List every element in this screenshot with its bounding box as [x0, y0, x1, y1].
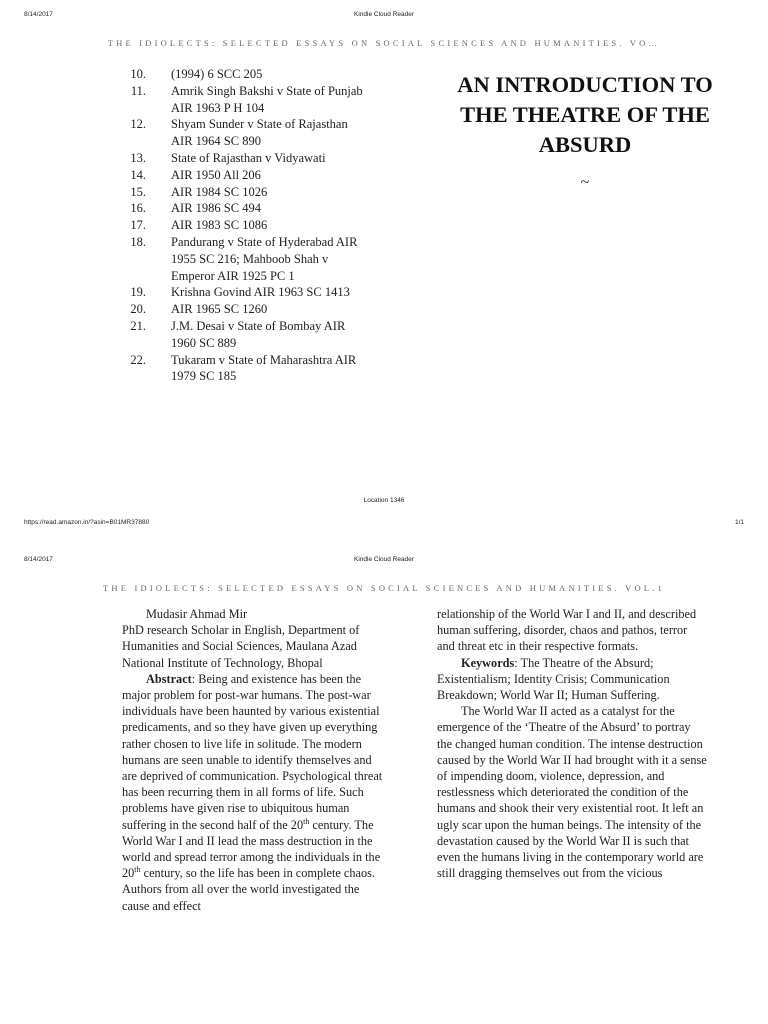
reference-item [110, 234, 400, 284]
reference-text [171, 234, 400, 284]
reference-item [110, 150, 400, 167]
reference-text [171, 116, 400, 150]
reference-line: Krishna Govind AIR 1963 SC 1413 [171, 285, 350, 300]
keywords [437, 655, 707, 704]
kindle-location: Location 1346 [363, 497, 405, 504]
reference-text [171, 184, 400, 201]
chapter-title-line: AN INTRODUCTION TO [457, 72, 713, 97]
print-window-title: Kindle Cloud Reader [354, 11, 414, 18]
reference-item [110, 200, 400, 217]
running-head: THE IDIOLECTS: SELECTED ESSAYS ON SOCIAL SCIENCES AND HUMANITIES. VO… [107, 38, 661, 48]
reference-number: 18. [130, 234, 146, 249]
abstract-label: Abstract [146, 671, 192, 686]
reference-text [171, 83, 400, 117]
reference-item [110, 83, 400, 117]
reference-item [110, 116, 400, 150]
keywords-label: Keywords [461, 655, 515, 670]
print-date: 8/14/2017 [24, 556, 53, 563]
reference-text [171, 352, 400, 386]
reference-number: 10. [130, 67, 146, 81]
reference-text [171, 167, 400, 184]
reference-line: 1955 SC 216; Mahboob Shah v [171, 251, 329, 266]
reference-number: 19. [130, 285, 146, 300]
reference-item [110, 318, 400, 352]
reference-line: AIR 1964 SC 890 [171, 134, 261, 149]
print-date: 8/14/2017 [24, 11, 53, 18]
reference-item [110, 352, 400, 386]
reference-line: AIR 1965 SC 1260 [171, 302, 268, 317]
body-paragraph: The World War II acted as a catalyst for the emergence of the ‘Theatre of the Absurd’ to portray the changed human condition. The intense destruction caused by the World War II had brought with it a sense of impending doom, violence, depression, and restlessness which deteriorated the condition of the humans and shook their very existential root. It left an ugly scar upon the human beings. The intensity of the devastation caused by the World War II is such that even the humans living in the contemporary world are still dragging themselves out from the vicious [437, 704, 707, 881]
running-head: THE IDIOLECTS: SELECTED ESSAYS ON SOCIAL SCIENCES AND HUMANITIES. VOL.1 [103, 583, 665, 593]
chapter-title [440, 70, 730, 160]
reference-line: AIR 1950 All 206 [171, 167, 261, 182]
chapter-title-line: ABSURD [538, 132, 632, 157]
reference-number: 12. [130, 117, 146, 132]
browser-print-header [0, 11, 768, 23]
reference-text [171, 217, 400, 234]
reference-number: 17. [130, 218, 146, 233]
superscript: th [303, 816, 310, 826]
reference-line: J.M. Desai v State of Bombay AIR [171, 318, 346, 333]
reference-item [110, 217, 400, 234]
reference-item [110, 167, 400, 184]
browser-print-header [0, 556, 768, 568]
reference-number: 16. [130, 201, 146, 216]
reference-item [110, 184, 400, 201]
ornament: ~ [580, 174, 590, 191]
page-url: https://read.amazon.in/?asin=B01MR37880 [24, 519, 150, 526]
reference-line: 1979 SC 185 [171, 369, 237, 384]
reference-line: Tukaram v State of Maharashtra AIR [171, 352, 357, 367]
reference-text [171, 301, 400, 318]
reference-text [171, 66, 400, 83]
reference-number: 11. [130, 83, 146, 98]
abstract-text: century, so the life has been in complete chaos. Authors from all over the world investigated the cause and effect [122, 866, 376, 913]
reference-number: 15. [130, 184, 146, 199]
reference-item [110, 284, 400, 301]
page-count: 1/1 [734, 519, 744, 526]
reference-item [110, 66, 400, 83]
reference-line: Emperor AIR 1925 PC 1 [171, 268, 295, 283]
reference-number: 21. [130, 318, 146, 333]
reference-line: AIR 1983 SC 1086 [171, 218, 268, 233]
reference-item [110, 301, 400, 318]
abstract [122, 671, 385, 914]
reference-number: 14. [130, 167, 146, 182]
reference-text [171, 150, 400, 167]
print-footer [24, 519, 744, 526]
reference-line: Amrik Singh Bakshi v State of Punjab [171, 83, 363, 98]
reference-number: 22. [130, 352, 146, 367]
print-window-title: Kindle Cloud Reader [354, 556, 414, 563]
chapter-title-line: THE THEATRE OF THE [460, 102, 710, 127]
reference-line: (1994) 6 SCC 205 [171, 67, 263, 81]
reference-line: AIR 1984 SC 1026 [171, 184, 268, 199]
right-column [437, 606, 707, 881]
reference-line: State of Rajasthan v Vidyawati [171, 150, 326, 165]
reference-number: 13. [130, 150, 146, 165]
reference-number: 20. [130, 302, 146, 317]
abstract-text: century. The World War I and II lead the mass destruction in the world and spread terror among the individuals in the 20 [122, 817, 381, 881]
reference-text [171, 284, 400, 301]
reference-line: Shyam Sunder v State of Rajasthan [171, 117, 348, 132]
author-affiliation: PhD research Scholar in English, Department of Humanities and Social Sciences, Maulana Azad National Institute of Technology, Bhopal [122, 623, 360, 670]
abstract-text: : Being and existence has been the major problem for post-war humans. The post-war individuals have been haunted by various existential predicaments, and so they have given up everything rather chosen to live life in solitude. The modern humans are seen unable to identify themselves and are deprived of communication. Psychological threat has been recurring them in all forms of life. Such problems have given rise to ubiquitous human suffering in the second half of the 20 [122, 671, 383, 832]
reference-list [110, 66, 400, 385]
reference-text [171, 200, 400, 217]
left-column [122, 606, 385, 914]
superscript: th [134, 865, 141, 875]
reference-line: AIR 1986 SC 494 [171, 201, 261, 216]
author-name: Mudasir Ahmad Mir [146, 607, 248, 621]
reference-text [171, 318, 400, 352]
keywords-text: : The Theatre of the Absurd; Existentialism; Identity Crisis; Communication Breakdown; World War II; Human Suffering. [437, 655, 670, 703]
reference-line: Pandurang v State of Hyderabad AIR [171, 234, 358, 249]
reference-line: AIR 1963 P H 104 [171, 100, 265, 115]
reference-line: 1960 SC 889 [171, 335, 237, 350]
abstract-continuation: relationship of the World War I and II, and described human suffering, disorder, chaos and pathos, terror and threat etc in their respective formats. [437, 607, 697, 654]
